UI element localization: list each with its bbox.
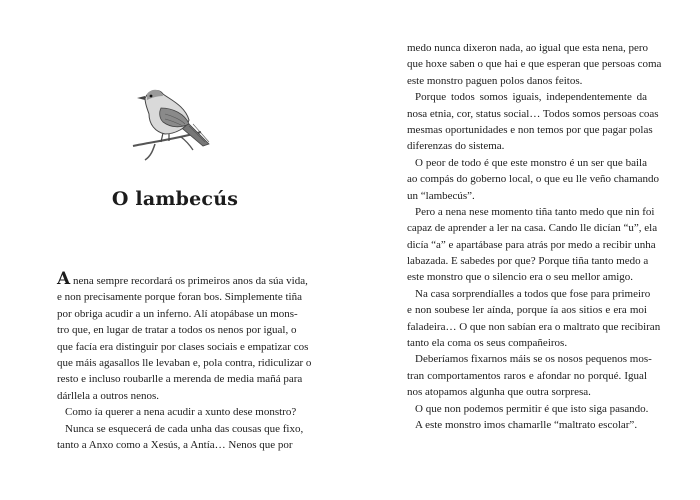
text-line: nosa etnia, cor, status social… Todos somos persoas coas	[407, 107, 659, 120]
text-line: que facía era distinguir por clases sociais e empatizar cos	[57, 340, 309, 353]
text-line: diferenzas do sistema.	[407, 140, 505, 153]
text-line: tran comportamentos raros e afondar no porqué. Igual	[407, 369, 647, 382]
text-line	[57, 269, 308, 289]
text-line: Deberíamos fixarnos máis se os nosos pequenos mos-	[415, 353, 652, 366]
text-line: tanto ela coma os seus compañeiros.	[407, 337, 568, 350]
text-line: faladeira… O que non sabían era o maltrato que recibiran	[407, 320, 661, 333]
text-line: Como ía querer a nena acudir a xunto dese monstro?	[65, 406, 297, 419]
left-page-text	[57, 269, 312, 453]
text-line: un “lambecús”.	[407, 189, 475, 202]
text-line: Na casa sorprendíalles a todos que fose para primeiro	[415, 287, 651, 300]
text-line: que hoxe saben o que hai e que esperan que persoas coma	[407, 58, 662, 71]
text-line: que máis agasallos lle levaban e, pola contra, ridiculizar o	[57, 356, 312, 369]
text-line: mesmas oportunidades e non temos por que pagar polas	[407, 123, 653, 136]
text-line: O que non podemos permitir é que isto siga pasando.	[415, 402, 649, 415]
text-line: nos atopamos algunha que outra sorpresa.	[407, 386, 591, 399]
text-line: tro que, en lugar de tratar a todos os nenos por igual, o	[57, 324, 297, 337]
text-line: Nunca se esquecerá de cada unha das cousas que fixo,	[65, 422, 304, 435]
text-line: labazada. E sabedes por que? Porque tiña tanto medo a	[407, 255, 649, 268]
text-line: capaz de aprender a ler na casa. Cando lle dicían “u”, ela	[407, 222, 658, 235]
right-page-text	[407, 40, 662, 433]
text-line: A este monstro imos chamarlle “maltrato escolar”.	[415, 418, 638, 431]
text-line: e non precisamente porque foran bos. Simplemente tiña	[57, 291, 302, 304]
text-line: este monstro que o silencio era o seu mellor amigo.	[407, 271, 634, 284]
text-line: tanto a Anxo como a Xesús, a Antía… Nenos que por	[57, 438, 293, 451]
text-line: por obriga acudir a un inferno. Alí atopábase un mons-	[57, 307, 298, 320]
text-line: dicía “a” e apartábase para atrás por medo a recibir unha	[407, 238, 656, 251]
text-line-content: nena sempre recordará os primeiros anos da súa vida,	[70, 275, 308, 287]
text-line: ao compás do goberno local, o que eu lle veño chamando	[407, 173, 660, 186]
text-line: Pero a nena nese momento tiña tanto medo que nin foi	[415, 205, 655, 218]
text-line: e non soubese ler aínda, porque ía aos sitios e era moi	[407, 304, 647, 317]
text-line: dárllela a outros nenos.	[57, 389, 160, 402]
text-line: Porque todos somos iguais, independentemente da	[415, 91, 647, 104]
text-line: medo nunca dixeron nada, ao igual que esta nena, pero	[407, 42, 648, 54]
text-line: resto e incluso roubarlle a merenda de media mañá para	[57, 373, 303, 386]
drop-cap: A	[57, 269, 71, 289]
chapter-title: O lambecús	[111, 188, 239, 210]
bird-illustration-icon	[131, 84, 215, 162]
text-line: O peor de todo é que este monstro é un ser que baila	[415, 156, 647, 169]
text-line: este monstro paguen polos danos feitos.	[407, 74, 583, 87]
